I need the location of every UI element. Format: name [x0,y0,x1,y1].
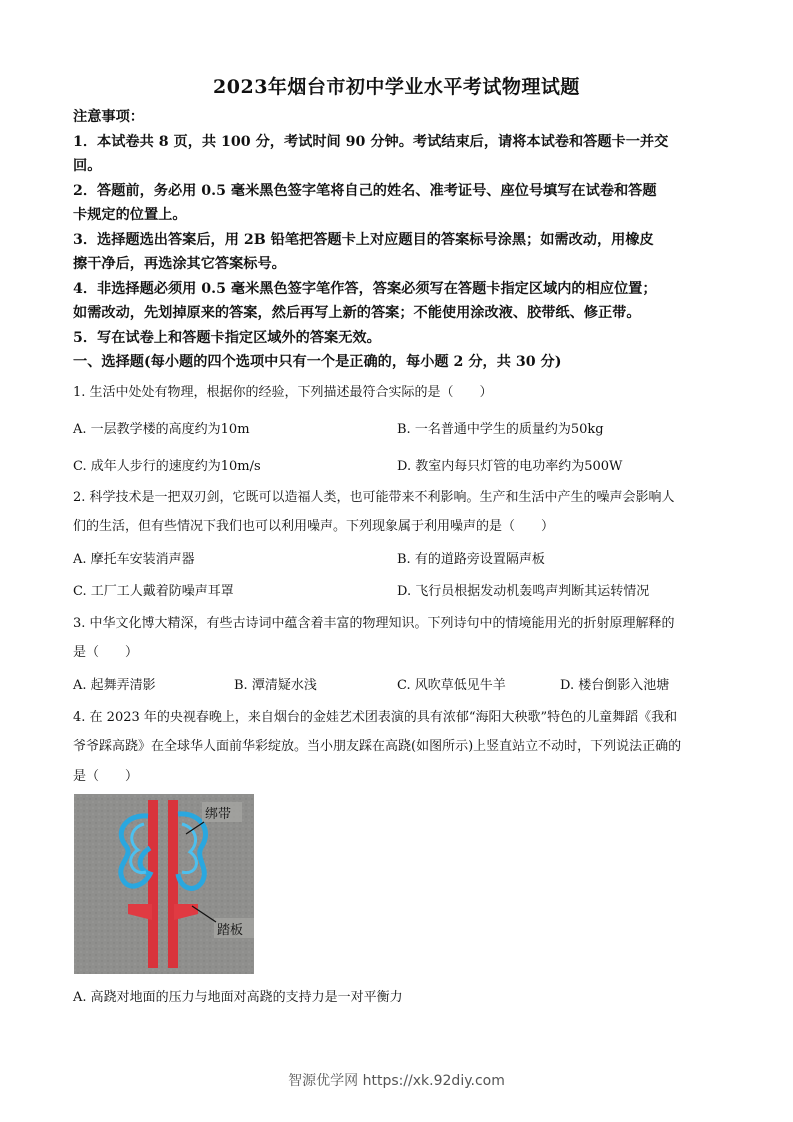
notice-line-1: 1．本试卷共 8 页，共 100 分，考试时间 90 分钟。考试结束后，请将本试卷和答题卡一并交 [73,134,669,150]
q2-option-c[interactable]: C. 工厂工人戴着防噪声耳罩 [73,584,234,599]
q3-option-c[interactable]: C. 风吹草低见牛羊 [397,678,506,693]
stilt-photo [74,794,254,974]
notice-line-4b: 如需改动，先划掉原来的答案，然后再写上新的答案；不能使用涂改液、胶带纸、修正带。 [73,305,641,321]
q3-option-d[interactable]: D. 楼台倒影入池塘 [560,678,670,693]
q1-option-d[interactable]: D. 教室内每只灯管的电功率约为500W [397,459,623,474]
notice-line-4: 4．非选择题必须用 0.5 毫米黑色签字笔作答，答案必须写在答题卡指定区域内的相应位置； [73,281,657,297]
notice-line-2b: 卡规定的位置上。 [73,207,187,223]
q1-option-b[interactable]: B. 一名普通中学生的质量约为50kg [397,422,604,437]
notice-line-1b: 回。 [73,158,102,174]
notice-heading: 注意事项： [73,109,144,125]
q2-option-d[interactable]: D. 飞行员根据发动机轰鸣声判断其运转情况 [397,584,650,599]
q1-option-a[interactable]: A. 一层教学楼的高度约为10m [73,422,250,437]
stilt-illustration [74,794,254,974]
stilt-right [168,800,178,968]
label-pedal: 踏板 [217,923,244,938]
q1-stem: 1. 生活中处处有物理，根据你的经验，下列描述最符合实际的是（ ） [73,385,493,400]
q1-option-c[interactable]: C. 成年人步行的速度约为10m/s [73,459,261,474]
q3-option-b[interactable]: B. 潭清疑水浅 [234,678,317,693]
notice-line-5: 5．写在试卷上和答题卡指定区域外的答案无效。 [73,330,381,346]
notice-line-3b: 擦干净后，再选涂其它答案标号。 [73,256,286,272]
label-strap: 绑带 [205,807,232,822]
q2-option-a[interactable]: A. 摩托车安装消声器 [73,552,195,567]
footer-watermark: 智源优学网 https://xk.92diy.com [288,1073,505,1089]
q2-option-b[interactable]: B. 有的道路旁设置隔声板 [397,552,545,567]
q4-stem-line-1: 4. 在 2023 年的央视春晚上，来自烟台的金娃艺术团表演的具有浓郁“海阳大秧歌”特色的儿童舞蹈《我和 [73,710,678,725]
q4-stem-line-2: 爷爷踩高跷》在全球华人面前华彩绽放。当小朋友踩在高跷(如图所示)上竖直站立不动时，下列说法正确的 [73,739,682,754]
q4-stem-line-3: 是（ ） [73,769,139,784]
q3-option-a[interactable]: A. 起舞弄清影 [73,678,156,693]
q3-stem-line-1: 3. 中华文化博大精深，有些古诗词中蕴含着丰富的物理知识。下列诗句中的情境能用光的折射原理解释的 [73,616,675,631]
notice-line-2: 2．答题前，务必用 0.5 毫米黑色签字笔将自己的姓名、准考证号、座位号填写在试卷和答题 [73,183,657,199]
stilt-left [148,800,158,968]
q2-stem-line-1: 2. 科学技术是一把双刃剑，它既可以造福人类，也可能带来不利影响。生产和生活中产生的噪声会影响人 [73,490,675,505]
page-title: 2023年烟台市初中学业水平考试物理试题 [213,76,580,98]
section-heading: 一、选择题(每小题的四个选项中只有一个是正确的，每小题 2 分，共 30 分) [73,354,562,370]
q2-stem-line-2: 们的生活，但有些情况下我们也可以利用噪声。下列现象属于利用噪声的是（ ） [73,519,555,534]
q3-stem-line-2: 是（ ） [73,645,139,660]
notice-line-3: 3．选择题选出答案后，用 2B 铅笔把答题卡上对应题目的答案标号涂黑；如需改动，用橡皮 [73,232,654,248]
q4-option-a[interactable]: A. 高跷对地面的压力与地面对高跷的支持力是一对平衡力 [73,990,403,1005]
